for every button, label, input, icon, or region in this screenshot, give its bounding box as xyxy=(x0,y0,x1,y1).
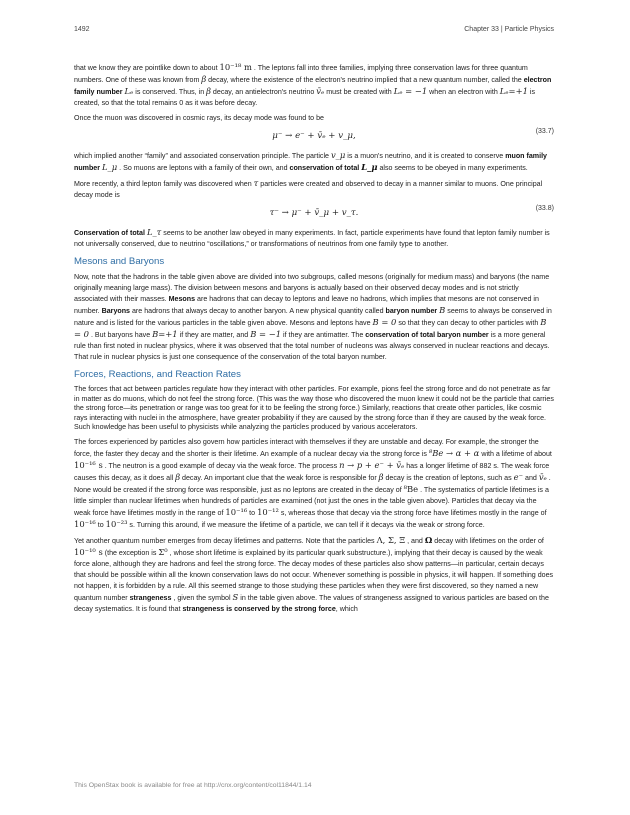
term-strangeness: strangeness xyxy=(129,593,172,602)
equation-number: (33.7) xyxy=(535,128,554,135)
paragraph-muon-family: which implied another “family” and associated conservation principle. The particle v_μ is a muon's neutrino, and it is created to conserve muon family number L_μ . So muons are leptons with a family of their own, and conservation of total L_μ also seems to be obeyed in many experiments. xyxy=(74,150,547,172)
paragraph-forces-decay: The forces experienced by particles also govern how particles interact with themselves if they are unstable and decay. For example, the stronger the force, the faster they decay and the shorter is their lifetime. An example of a nuclear decay via the strong force is ⁸Be → α + α with a lifetime of about 10⁻¹⁶ s . The neutron is a good example of decay via the weak force. The process n → p + e⁻ + v̄ₑ has a longer lifetime of 882 s. The weak force causes this decay, as it does all β decay. An important clue that the weak force is responsible for β decay is the creation of leptons, such as e⁻ and v̄ₑ . None would be created if the strong force was responsible, just as no leptons are created in the decay of ⁸Be . The systematics of particle lifetimes is a little simpler than nuclear lifetimes when hundreds of particles are examined (not just the ones in the table given above). Particles that decay via the weak force have lifetimes mostly in the range of 10⁻¹⁶ to 10⁻¹² s, whereas those that decay via the strong force have lifetimes mostly in the range of 10⁻¹⁶ to 10⁻²³ s. Turning this around, if we measure the lifetime of a particle, we can tell if it decays via the weak or strong force. xyxy=(74,437,552,529)
page-number: 1492 xyxy=(74,26,90,33)
paragraph-tau-conservation: Conservation of total L_τ seems to be another law obeyed in many experiments. In fact, particle experiments have found that lepton family number is not universally conserved, due to neutrino “oscillations,” or transformations of neutrinos from one family type to another. xyxy=(74,227,550,248)
paragraph-tau-intro: More recently, a third lepton family was discovered when τ particles were created and observed to decay in a manner similar to muons. One principal decay mode is xyxy=(74,178,543,199)
term-strangeness-conserved: strangeness is conserved by the strong force xyxy=(182,604,336,613)
footer-openstax-note: This OpenStax book is available for free at http://cnx.org/content/col11844/1.14 xyxy=(74,782,312,789)
paragraph-mesons-baryons: Now, note that the hadrons in the table given above are divided into two subgroups, called mesons (originally for medium mass) and baryons (the name originally meaning large mass). The division between mesons and baryons is actually based on their observed decay modes and is not strictly associated with their masses. Mesons are hadrons that can decay to leptons and leave no hadrons, which implies that mesons are not conserved in number. Baryons are hadrons that always decay to another baryon. A new physical quantity called baryon number B seems to always be conserved in nature and is listed for the various particles in the table given above. Mesons and leptons have B = 0 so that they can decay to other particles with B = 0 . But baryons have B=+1 if they are matter, and B = −1 if they are antimatter. The conservation of total baryon number is a more general rule than first noted in nuclear physics, where it was observed that the total number of nucleons was always conserved in nuclear reactions and decays. That rule in nuclear physics is just one consequence of the conservation of the total baryon number. xyxy=(74,273,552,361)
math-length: 10⁻¹⁸ m xyxy=(219,62,252,72)
paragraph-lepton-families: that we know they are pointlike down to about 10⁻¹⁸ m . The leptons fall into three families, implying three conservation laws for three quantum numbers. One of these was known from β decay, where the existence of the electron's neutrino implied that a new quantum number, called the electron family number Lₑ is conserved. Thus, in β decay, an antielectron's neutrino v̄ₑ must be created with Lₑ = −1 when an electron with Lₑ=+1 is created, so that the total remains 0 as it was before decay. xyxy=(74,62,552,107)
paragraph-forces-regulate: The forces that act between particles regulate how they interact with other particles. For example, pions feel the strong force and do not penetrate as far in matter as do muons, which do not feel the strong force. (This was the way those who discovered the muon knew it could not be the particle that carries the strong force—its penetration or range was too great for it to be feeling the strong force.) Similarly, reactions that create other particles, like cosmic rays interacting with nuclei in the atmosphere, have greater probability if they are caused by the strong force than if they are caused by the weak force. Such knowledge has been useful to physicists while analyzing the particles produced by various accelerators. xyxy=(74,385,554,432)
paragraph-strangeness: Yet another quantum number emerges from decay lifetimes and patterns. Note that the particles Λ, Σ, Ξ , and Ω decay with lifetimes on the order of 10⁻¹⁰ s (the exception is Σ⁰ , whose short lifetime is explained by its particular quark substructure.), implying that their decay is caused by the weak force alone, although they are hadrons and feel the strong force. The decay modes of these particles also show patterns—in particular, certain decays that should be possible within all the known conservation laws do not occur. Whenever something is possible in physics, it will happen. If something does not happen, it is forbidden by a rule. All this seemed strange to those studying these particles when they were first discovered, so they named a new quantum number strangeness , given the symbol S in the table given above. The values of strangeness assigned to various particles are based on the decay systematics. It is found that strangeness is conserved by the strong force, which xyxy=(74,534,554,613)
math-beta: β xyxy=(201,74,207,84)
term-conservation-baryon-number: conservation of total baryon number xyxy=(365,331,489,339)
section-heading-forces: Forces, Reactions, and Reaction Rates xyxy=(74,369,241,380)
term-electron-family-number: electron family number xyxy=(74,76,552,96)
term-conservation-total-lmu: conservation of total xyxy=(289,164,360,172)
equation-33-7: μ⁻ → e⁻ + v̄ₑ + v_μ, (33.7) xyxy=(272,128,554,141)
section-heading-mesons-baryons: Mesons and Baryons xyxy=(74,256,165,267)
page-body xyxy=(74,62,554,619)
paragraph-muon-intro: Once the muon was discovered in cosmic rays, its decay mode was found to be xyxy=(74,114,324,122)
term-muon-family-number: muon family number xyxy=(74,152,547,172)
term-baryon-number: baryon number xyxy=(385,307,438,315)
equation-33-8: τ⁻ → μ⁻ + v̄_μ + v_τ. (33.8) xyxy=(269,205,554,218)
equation-number: (33.8) xyxy=(535,205,554,212)
chapter-header: Chapter 33 | Particle Physics xyxy=(464,26,554,33)
term-conservation-total-ltau: Conservation of total xyxy=(74,229,145,237)
